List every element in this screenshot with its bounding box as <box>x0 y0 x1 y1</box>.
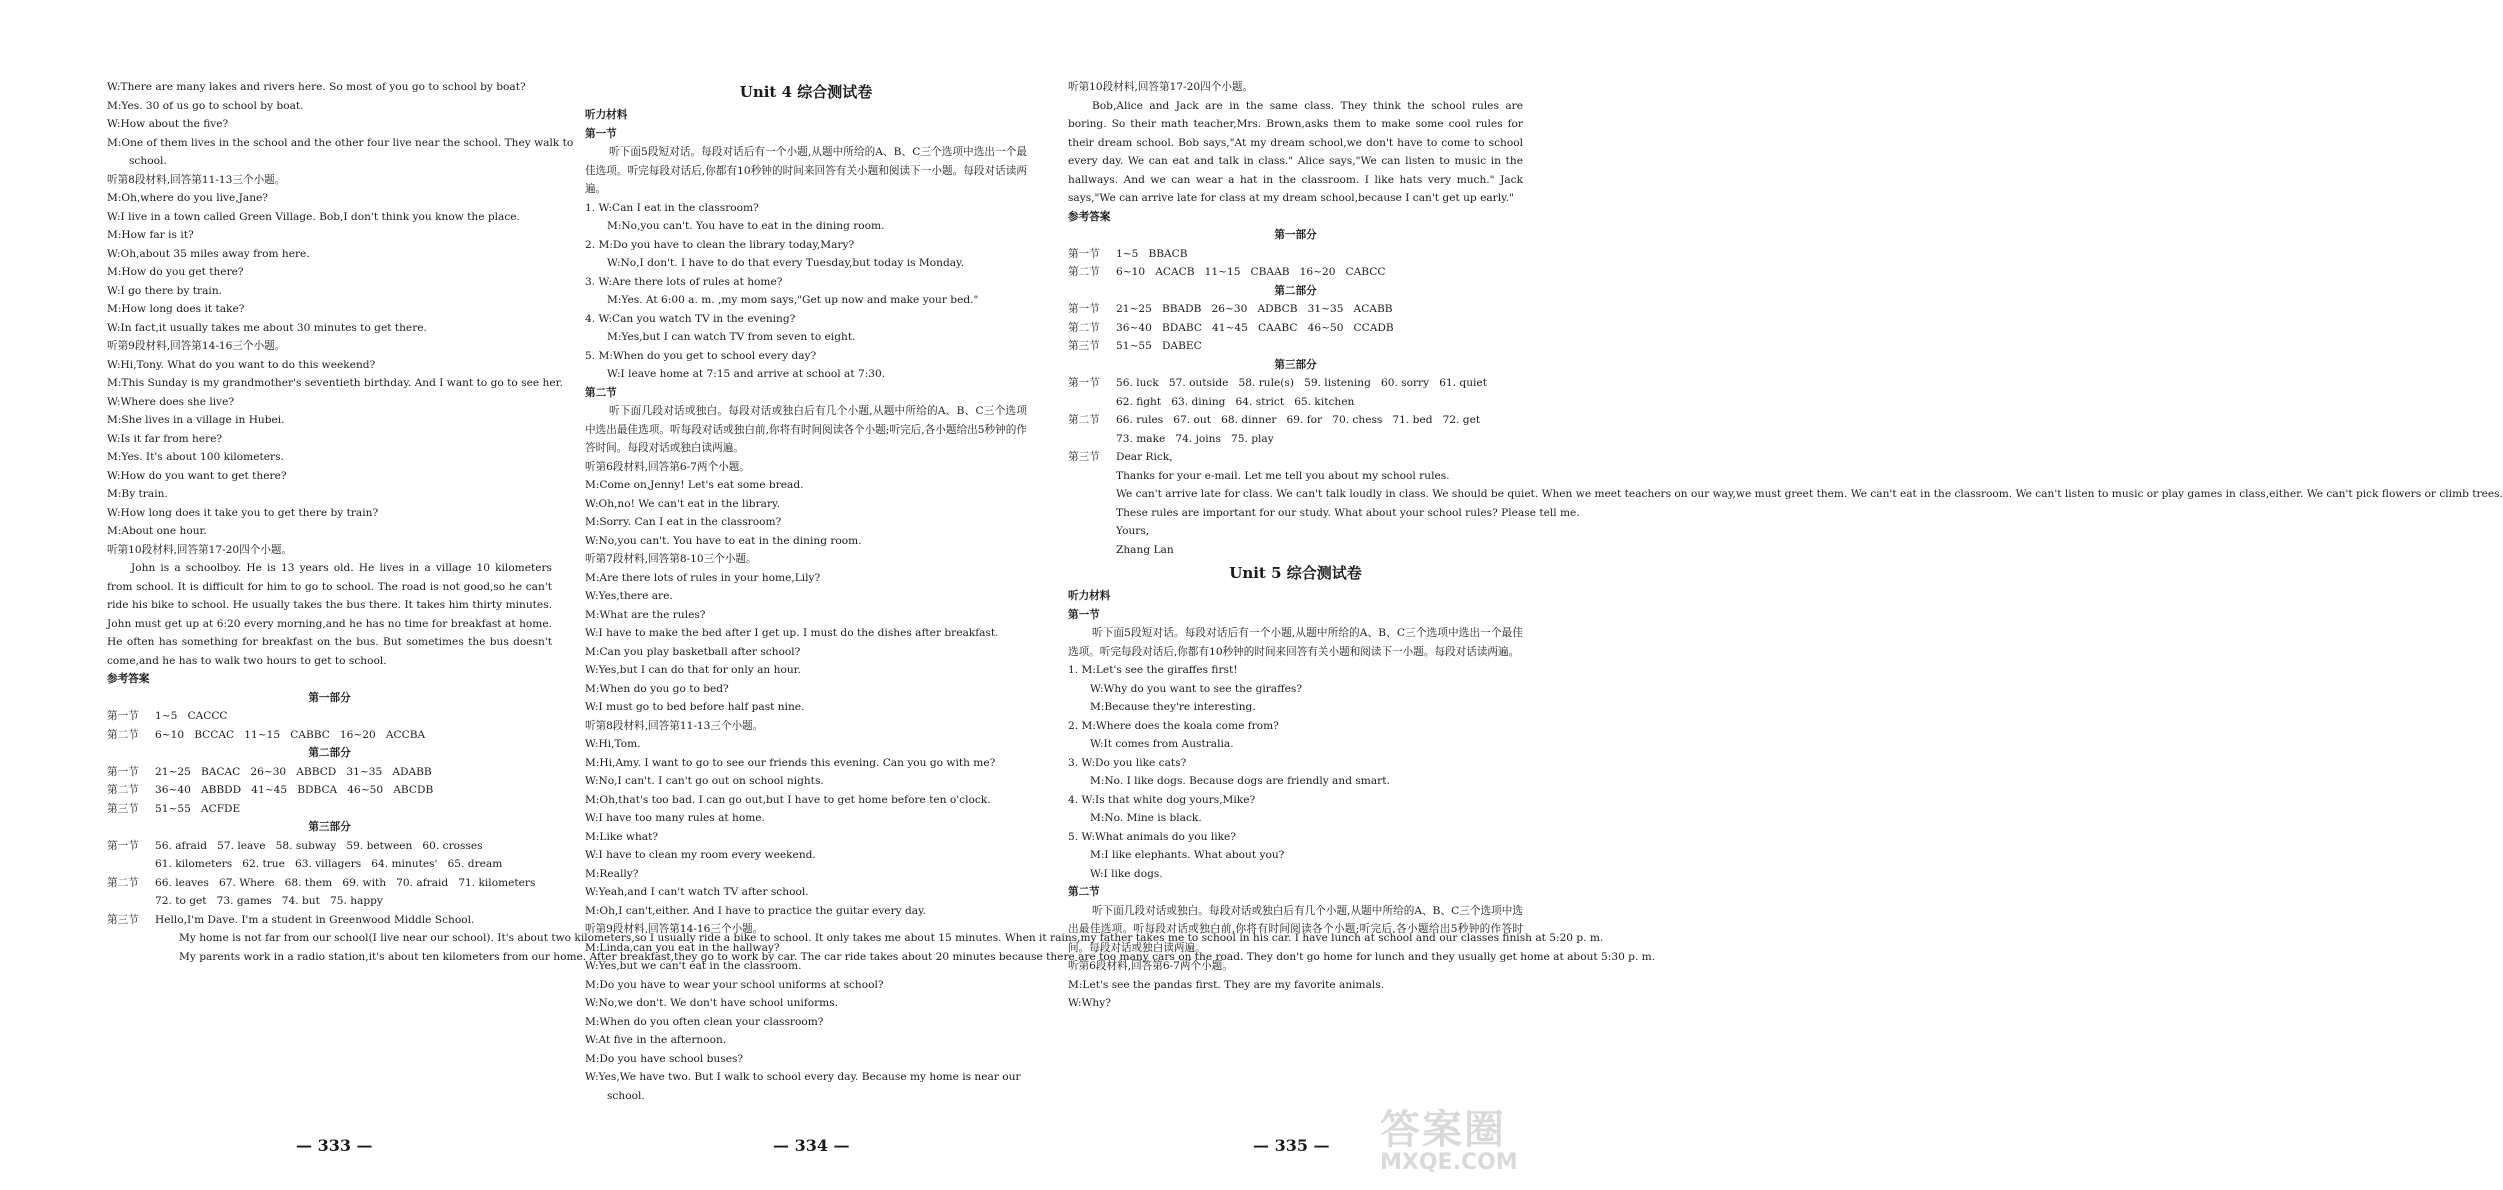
text-line: 听第6段材料,回答第6-7两个小题。 <box>585 460 750 473</box>
text-line: W:I have to make the bed after I get up. I must do the dishes after breakfast. <box>585 627 999 639</box>
text-line: W:Why do you want to see the giraffes? <box>1090 682 1303 695</box>
text-line: M:Come on,Jenny! Let's eat some bread. <box>585 479 804 491</box>
answer-row <box>1068 374 1523 393</box>
text-line: W:Oh,no! We can't eat in the library. <box>585 497 780 510</box>
text-line: W:There are many lakes and rivers here. So most of you go to school by boat? <box>107 81 526 93</box>
text-line: W:It comes from Australia. <box>1090 738 1234 750</box>
text-line: M:Are there lots of rules in your home,Lily? <box>585 571 821 584</box>
letter-paragraph: Thanks for your e-mail. Let me tell you about my school rules. <box>1116 469 1450 482</box>
section-label: 第一节 <box>107 839 139 852</box>
text-line: M:One of them lives in the school and the other four live near the school. They walk to <box>107 136 574 149</box>
section-label <box>107 855 155 874</box>
text-line: 3. W:Are there lots of rules at home? <box>585 275 783 288</box>
text-line: 1. M:Let's see the giraffes first! <box>1068 664 1238 676</box>
dialogue-lines <box>1068 661 1523 883</box>
passage-text: Bob,Alice and Jack are in the same class. They think the school rules are boring. So their math teacher,Mrs. Brown,asks them to make some cool rules for their dream school. Bob says,"At my dream school,we don't have to come to school every day. We can eat and talk in class." Alice says,"We can listen to music in the hallways. And we can wear a hat in the classroom. I like hats very much." Jack says,"We can arrive late for class at my dream school,because I can't get up early." <box>1068 99 1523 204</box>
letter-paragraph: These rules are important for our study. What about your school rules? Please tell me. <box>1116 506 1580 519</box>
text-line: M:Do you have to wear your school uniforms at school? <box>585 978 884 991</box>
dialogue-lines <box>1068 957 1523 1013</box>
answer-text: 36~40 ABBDD 41~45 BDBCA 46~50 ABCDB <box>155 784 434 796</box>
text-line: M:Yes. It's about 100 kilometers. <box>107 451 284 463</box>
answer-text: 61. kilometers 62. true 63. villagers 64. minutes' 65. dream <box>155 858 503 870</box>
text-line: M:Yes. 30 of us go to school by boat. <box>107 99 304 112</box>
text-line: W:Yes,We have two. But I walk to school every day. Because my home is near our <box>585 1071 1021 1083</box>
answer-row <box>107 707 552 726</box>
text-line: 4. W:Can you watch TV in the evening? <box>585 312 796 325</box>
section-label: 第二节 <box>1068 266 1100 278</box>
answer-text: 73. make 74. joins 75. play <box>1116 432 1274 445</box>
answer-text: 6~10 BCCAC 11~15 CABBC 16~20 ACCBA <box>155 728 426 741</box>
text-line: M:Linda,can you eat in the hallway? <box>585 941 780 954</box>
passage-text: John is a schoolboy. He is 13 years old. He lives in a village 10 kilometers from school. It is difficult for him to go to school. The road is not good,so he can't ride his bike to school. He usually takes the bus there. It takes him thirty minutes. John must get up at 6:20 every morning,and he has no time for breakfast at home. He often has something for breakfast on the bus. But sometimes the bus doesn't come,and he has to walk two hours to get to school. <box>107 562 552 667</box>
text-line: W:No,you can't. You have to eat in the dining room. <box>585 534 862 547</box>
text-line: W:How long does it take you to get there by train? <box>107 506 379 519</box>
text-line: 2. M:Do you have to clean the library today,Mary? <box>585 238 855 251</box>
text-line: W:I have to clean my room every weekend. <box>585 849 816 861</box>
section-label: 第一节 <box>1068 303 1100 315</box>
dialogue-lines <box>107 78 574 559</box>
section-label <box>1068 430 1116 449</box>
section-heading: 听力材料 <box>585 109 628 121</box>
answer-text: 66. leaves 67. Where 68. them 69. with 70. afraid 71. kilometers <box>155 876 536 889</box>
answer-text: 56. luck 57. outside 58. rule(s) 59. listening 60. sorry 61. quiet <box>1116 377 1487 389</box>
text-line: W:How about the five? <box>107 118 229 130</box>
unit-title: Unit 5 综合测试卷 <box>1229 564 1362 582</box>
section-heading: 第二节 <box>1068 886 1100 898</box>
letter-paragraph: Zhang Lan <box>1116 543 1174 556</box>
answer-rows <box>107 763 552 819</box>
text-line: M:No. I like dogs. Because dogs are friendly and smart. <box>1090 775 1390 787</box>
text-line: 听第9段材料,回答第14-16三个小题。 <box>107 340 286 352</box>
text-line: M:Oh,I can't,either. And I have to practice the guitar every day. <box>585 904 927 917</box>
text-line: W:Yes,but we can't eat in the classroom. <box>585 960 802 972</box>
answer-text: 1~5 CACCC <box>155 710 228 722</box>
letter-paragraph: My home is not far from our school(I live near our school). It's about two kilometers,so I usually ride a bike to school. It only takes me about 15 minutes. When it rains,my father takes me to school in his car. I have lunch at school and our classes finish at 5:20 p. m. <box>179 932 1604 944</box>
letter-paragraph: Yours, <box>1116 525 1150 537</box>
part-heading: 第一部分 <box>308 691 351 704</box>
section-label: 第二节 <box>107 728 139 741</box>
page-number: — 335 — <box>1253 1136 1330 1155</box>
section-heading: 听力材料 <box>1068 590 1111 602</box>
answer-text: 1~5 BBACB <box>1116 247 1188 260</box>
section-label: 第三节 <box>107 913 139 926</box>
writing-sample <box>1068 448 2503 559</box>
section-label <box>107 892 155 911</box>
text-line: 听第6段材料,回答第6-7两个小题。 <box>1068 960 1233 972</box>
text-line: W:In fact,it usually takes me about 30 minutes to get there. <box>107 321 427 334</box>
answer-row <box>1068 430 1523 449</box>
text-line: W:Why? <box>1068 997 1111 1009</box>
text-line: M:By train. <box>107 488 168 500</box>
section-label: 第一节 <box>107 765 139 778</box>
text-line: M:Oh,where do you live,Jane? <box>107 192 268 204</box>
text-line: M:When do you often clean your classroom? <box>585 1015 824 1028</box>
answer-row <box>107 855 552 874</box>
section-heading: 第一节 <box>1068 608 1100 621</box>
answer-row <box>1068 300 1523 319</box>
answer-text: 36~40 BDABC 41~45 CAABC 46~50 CCADB <box>1116 321 1394 334</box>
answer-rows <box>1068 300 1523 356</box>
instructions: 听下面几段对话或独白。每段对话或独白后有几个小题,从题中所给的A、B、C三个选项中选出最佳选项。听每段对话或独白前,你将有时间阅读各个小题;听完后,各小题给出5秒钟的作答时间。每段对话或独白读两遍。 <box>1068 904 1523 954</box>
instructions: 听下面5段短对话。每段对话后有一个小题,从题中所给的A、B、C三个选项中选出一个最佳选项。听完每段对话后,你都有10秒钟的时间来回答有关小题和阅读下一小题。每段对话读两遍。 <box>1068 627 1523 658</box>
text-line: W:Hi,Tony. What do you want to do this weekend? <box>107 358 376 371</box>
text-line: M:Sorry. Can I eat in the classroom? <box>585 516 782 528</box>
answer-row <box>107 800 552 819</box>
part-heading: 第二部分 <box>1274 284 1317 297</box>
text-line: W:I must go to bed before half past nine. <box>585 701 805 713</box>
section-label: 第二节 <box>1068 321 1100 334</box>
text-line: 3. W:Do you like cats? <box>1068 756 1187 769</box>
dialogue-lines <box>585 458 1027 1106</box>
answer-text: 51~55 DABEC <box>1116 340 1202 352</box>
dialogue-lines <box>585 199 1027 384</box>
text-line: W:Yes,but I can do that for only an hour. <box>585 664 801 676</box>
text-line: W:I go there by train. <box>107 284 223 297</box>
text-line: M:No,you can't. You have to eat in the dining room. <box>607 220 885 232</box>
text-line: M:Yes,but I can watch TV from seven to eight. <box>607 331 856 343</box>
text-line: W:I have too many rules at home. <box>585 812 765 824</box>
text-line: M:She lives in a village in Hubei. <box>107 414 285 426</box>
text-line: W:No,I don't. I have to do that every Tuesday,but today is Monday. <box>607 257 965 269</box>
section-label: 第二节 <box>107 876 139 889</box>
part-heading: 第三部分 <box>1274 358 1317 371</box>
page-334-column <box>585 78 1027 1105</box>
text-line: M:When do you go to bed? <box>585 682 729 695</box>
text-line: 5. M:When do you get to school every day? <box>585 349 817 362</box>
answer-text: 56. afraid 57. leave 58. subway 59. between 60. crosses <box>155 839 483 852</box>
page-number: — 333 — <box>296 1136 373 1155</box>
answer-text: 62. fight 63. dining 64. strict 65. kitchen <box>1116 395 1355 408</box>
text-line: M:Can you play basketball after school? <box>585 645 801 658</box>
instructions: 听下面5段短对话。每段对话后有一个小题,从题中所给的A、B、C三个选项中选出一个最佳选项。听完每段对话后,你都有10秒钟的时间来回答有关小题和阅读下一小题。每段对话读两遍。 <box>585 146 1027 195</box>
section-label: 第三节 <box>1068 451 1100 463</box>
section-label: 第一节 <box>1068 247 1100 260</box>
text-line: M:Do you have school buses? <box>585 1052 744 1065</box>
text-line: M:How do you get there? <box>107 266 244 278</box>
text-line: 听第10段材料,回答第17-20四个小题。 <box>107 543 293 556</box>
text-line: W:No,we don't. We don't have school uniforms. <box>585 997 839 1009</box>
answer-row <box>1068 337 1523 356</box>
text-line: W:How do you want to get there? <box>107 469 287 482</box>
answer-rows <box>1068 374 1523 448</box>
text-line: 听第9段材料,回答第14-16三个小题。 <box>585 923 764 935</box>
answer-rows <box>107 707 552 744</box>
text-line: 听第8段材料,回答第11-13三个小题。 <box>585 719 764 732</box>
instructions: 听下面几段对话或独白。每段对话或独白后有几个小题,从题中所给的A、B、C三个选项中选出最佳选项。听每段对话或独白前,你将有时间阅读各个小题;听完后,各小题给出5秒钟的作答时间。每段对话或独白读两遍。 <box>585 405 1027 454</box>
section-label: 第一节 <box>1068 377 1100 389</box>
text-line: M:No. Mine is black. <box>1090 812 1202 824</box>
text-line: M:How far is it? <box>107 229 194 241</box>
answer-row <box>107 892 552 911</box>
answer-text: 21~25 BBADB 26~30 ADBCB 31~35 ACABB <box>1116 303 1393 315</box>
text-line: W:Yes,there are. <box>585 590 673 602</box>
answer-text: 51~55 ACFDE <box>155 802 241 815</box>
text-line: W:I live in a town called Green Village. Bob,I don't think you know the place. <box>107 210 520 223</box>
answer-row <box>1068 411 1523 430</box>
text-line: 5. W:What animals do you like? <box>1068 830 1236 843</box>
text-line: M:Yes. At 6:00 a. m. ,my mom says,"Get up now and make your bed." <box>607 294 979 306</box>
text-line: W:Yeah,and I can't watch TV after school. <box>585 886 809 898</box>
answer-row <box>1068 393 1523 412</box>
answer-row <box>1068 263 1523 282</box>
text-line: M:Because they're interesting. <box>1090 701 1256 713</box>
unit-title: Unit 4 综合测试卷 <box>739 83 873 101</box>
answers-heading: 参考答案 <box>107 673 150 685</box>
text-line: W:Hi,Tom. <box>585 738 641 750</box>
watermark-logo <box>1380 1108 1570 1178</box>
text-line: M:This Sunday is my grandmother's seventieth birthday. And I want to go to see her. <box>107 377 563 389</box>
section-label: 第三节 <box>1068 340 1100 352</box>
answer-text: 6~10 ACACB 11~15 CBAAB 16~20 CABCC <box>1116 266 1386 278</box>
answer-rows <box>1068 245 1523 282</box>
letter-paragraph: Hello,I'm Dave. I'm a student in Greenwood Middle School. <box>155 913 475 926</box>
answers-heading: 参考答案 <box>1068 210 1111 223</box>
text-line: M:Oh,that's too bad. I can go out,but I have to get home before ten o'clock. <box>585 793 991 806</box>
part-heading: 第一部分 <box>1274 229 1317 241</box>
answer-row <box>107 763 552 782</box>
text-line: W:Oh,about 35 miles away from here. <box>107 247 310 260</box>
material-heading: 听第10段材料,回答第17-20四个小题。 <box>1068 81 1254 93</box>
text-line: M:Hi,Amy. I want to go to see our friends this evening. Can you go with me? <box>585 756 996 769</box>
section-label: 第一节 <box>107 710 139 722</box>
answer-row <box>1068 319 1523 338</box>
answer-text: 66. rules 67. out 68. dinner 69. for 70. chess 71. bed 72. get <box>1116 414 1481 426</box>
answer-text: 21~25 BACAC 26~30 ABBCD 31~35 ADABB <box>155 765 432 778</box>
answer-row <box>107 726 552 745</box>
text-line: 4. W:Is that white dog yours,Mike? <box>1068 793 1256 806</box>
text-line: M:How long does it take? <box>107 303 245 315</box>
text-line: 听第7段材料,回答第8-10三个小题。 <box>585 553 757 565</box>
section-label: 第二节 <box>107 784 139 796</box>
text-line: 2. M:Where does the koala come from? <box>1068 719 1279 732</box>
answer-text: 72. to get 73. games 74. but 75. happy <box>155 895 383 907</box>
text-line: W:No,I can't. I can't go out on school nights. <box>585 775 824 787</box>
text-line: W:Where does she live? <box>107 395 235 408</box>
text-line: W:Is it far from here? <box>107 432 223 445</box>
page-number: — 334 — <box>773 1136 850 1155</box>
text-line: 听第8段材料,回答第11-13三个小题。 <box>107 173 286 186</box>
text-line: M:Let's see the pandas first. They are my favorite animals. <box>1068 978 1385 991</box>
section-heading: 第一节 <box>585 127 617 140</box>
text-line: W:I like dogs. <box>1090 867 1163 880</box>
text-line: 1. W:Can I eat in the classroom? <box>585 201 759 214</box>
section-label: 第三节 <box>107 802 139 815</box>
answer-row <box>107 874 552 893</box>
text-line: school. <box>607 1089 645 1102</box>
text-line: M:About one hour. <box>107 525 207 537</box>
answer-rows <box>107 837 552 911</box>
part-heading: 第三部分 <box>308 821 351 833</box>
letter-paragraph: We can't arrive late for class. We can't talk loudly in class. We should be quiet. When we meet teachers on our way,we must greet them. We can't eat in the classroom. We can't listen to music or play games in class,either. We can't pick flowers or climb trees. <box>1116 488 2503 500</box>
text-line: W:At five in the afternoon. <box>585 1034 727 1046</box>
answer-row <box>107 837 552 856</box>
letter-paragraph: My parents work in a radio station,it's about ten kilometers from our home. After breakfast,they go to work by car. The car ride takes about 20 minutes because there are too many cars on the road. They don't go home for lunch and they usually get home at about 5:30 p. m. <box>179 950 1656 963</box>
section-heading: 第二节 <box>585 386 617 399</box>
text-line: M:What are the rules? <box>585 608 706 621</box>
text-line: M:Like what? <box>585 830 659 843</box>
text-line: school. <box>129 155 167 167</box>
text-line: W:I leave home at 7:15 and arrive at school at 7:30. <box>607 368 886 380</box>
section-label <box>1068 393 1116 412</box>
page-335-column <box>1068 78 2503 1013</box>
answer-row <box>1068 245 1523 264</box>
text-line: M:Really? <box>585 867 639 880</box>
watermark-logo-text: 答案圈 <box>1380 1107 1506 1153</box>
text-line: M:I like elephants. What about you? <box>1090 849 1285 861</box>
letter-paragraph: Dear Rick, <box>1116 451 1173 463</box>
section-label: 第二节 <box>1068 414 1100 426</box>
watermark-site-text: MXQE.COM <box>1380 1150 1518 1175</box>
part-heading: 第二部分 <box>308 747 351 759</box>
answer-row <box>107 781 552 800</box>
